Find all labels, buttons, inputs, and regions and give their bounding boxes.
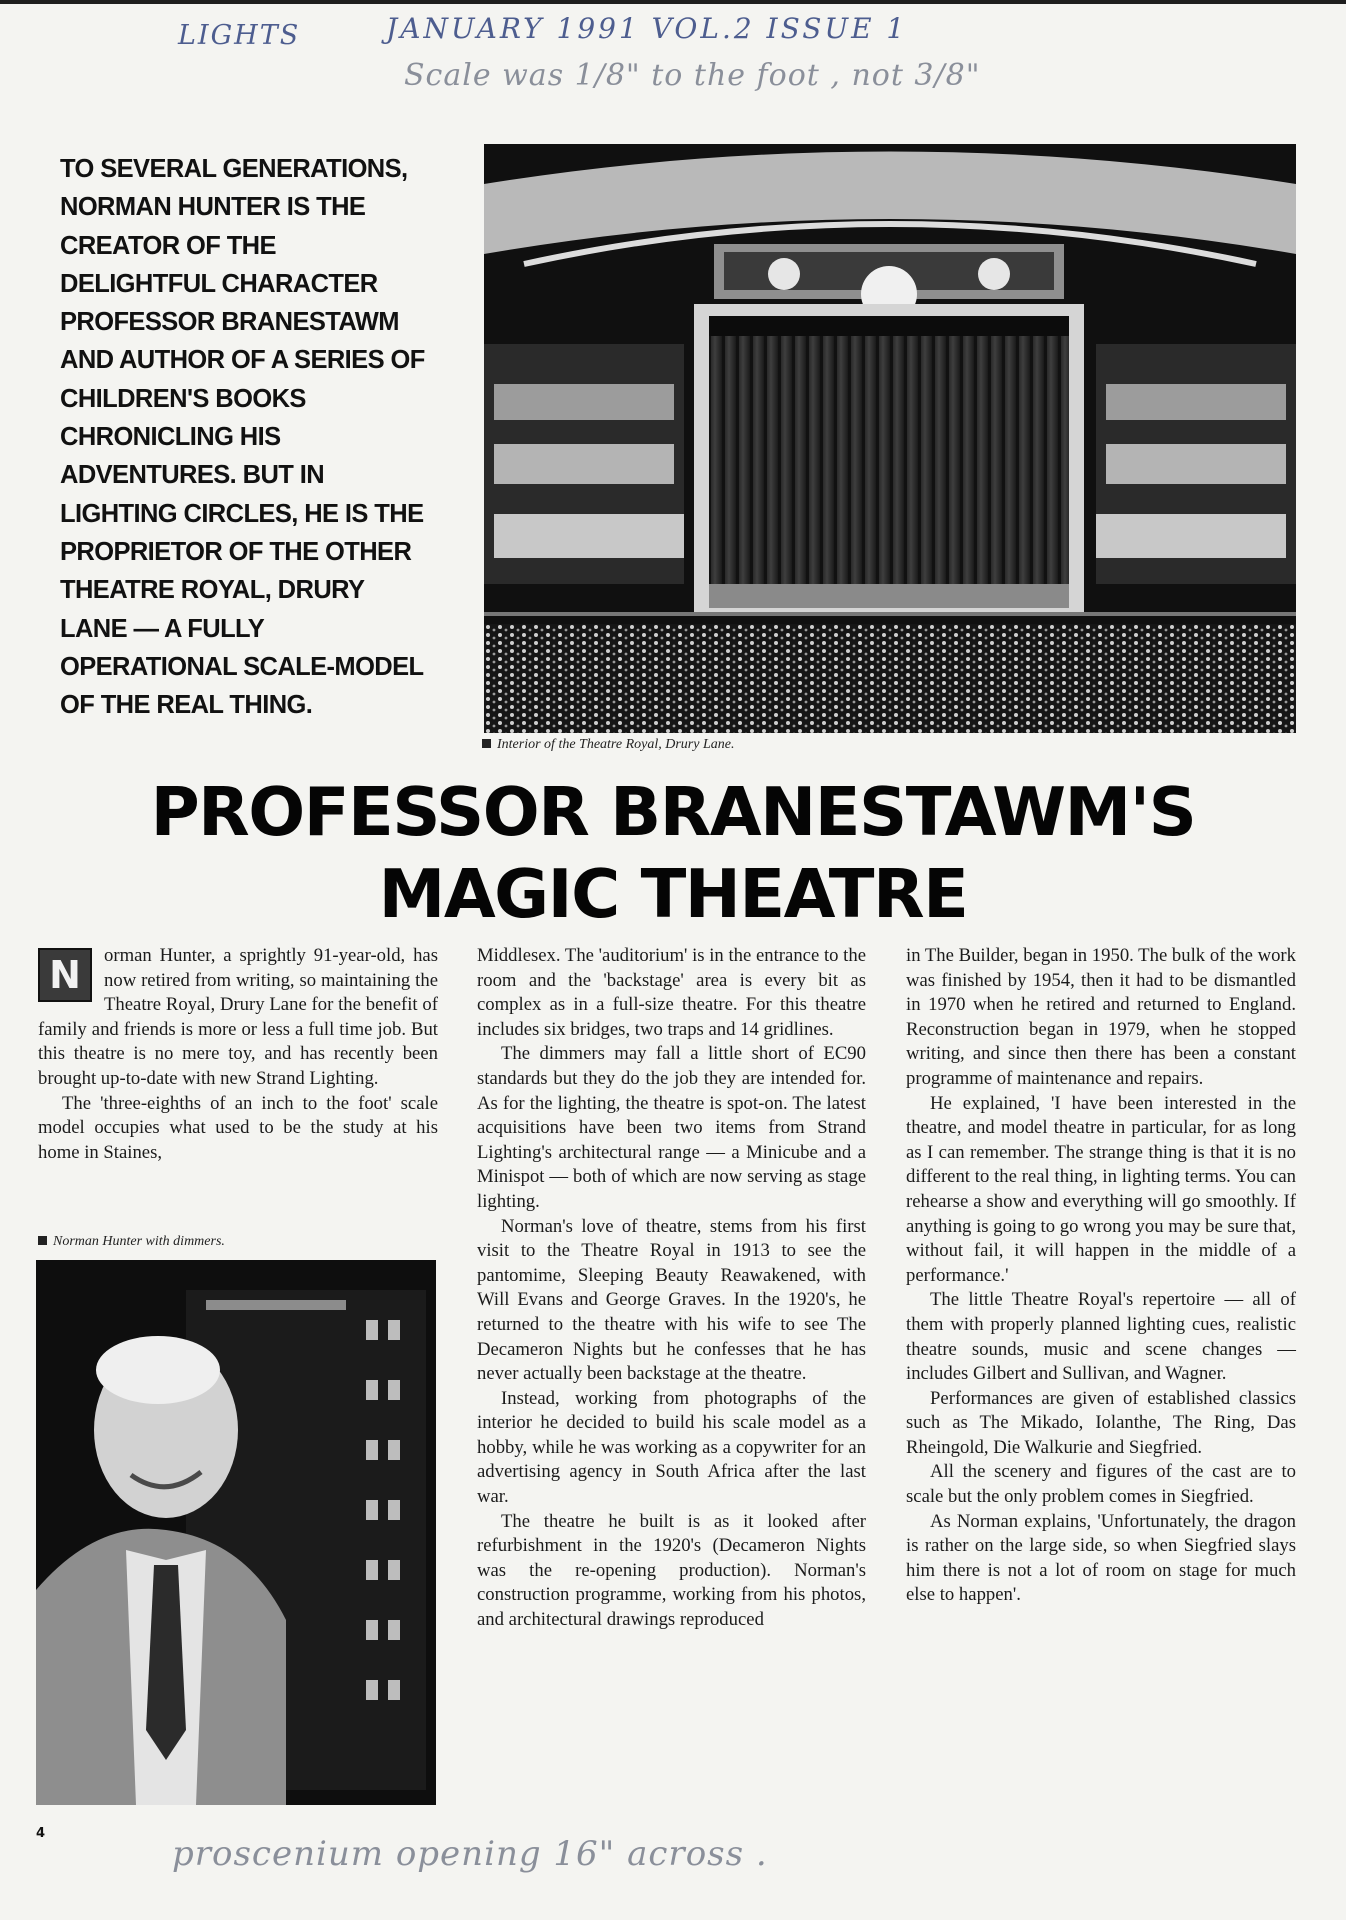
handwritten-scale-correction: Scale was 1/8" to the foot , not 3/8" — [404, 58, 981, 93]
article-paragraph: Instead, working from photographs of the interior he decided to build his scale model as a hobby, while he was working as a copywriter for an advertising agency in South Africa after the last war. — [477, 1387, 866, 1508]
article-column-3 — [906, 944, 1296, 1608]
caption-bullet — [38, 1236, 47, 1245]
page-top-edge — [0, 0, 1346, 4]
drop-cap: N — [38, 948, 92, 1002]
article-paragraph: The dimmers may fall a little short of EC90 standards but they do the job they are intended for. As for the lighting, the theatre is spot-on. The latest acquisitions have been two items from Strand Lighting's architectural range — a Minicube and a Minispot — both of which are now serving as stage lighting. — [477, 1043, 866, 1212]
article-paragraph: in The Builder, began in 1950. The bulk of the work was finished by 1954, then it had to be dismantled in 1970 when he retired and returned to England. Reconstruction began in 1979, when he stopped writing, and since then there has been a constant programme of maintenance and repairs. — [906, 945, 1296, 1089]
article-paragraph: As Norman explains, 'Unfortunately, the dragon is rather on the large side, so when Siegfried slays him there is not a lot of room on stage for much else to happen'. — [906, 1510, 1296, 1606]
article-paragraph: The little Theatre Royal's repertoire — all of them with properly planned lighting cues, realistic theatre sounds, music and scene changes — includes Gilbert and Sullivan, and Wagner. — [906, 1289, 1296, 1385]
page-number: 4 — [36, 1826, 46, 1841]
theatre-caption-text: Interior of the Theatre Royal, Drury Lane. — [497, 737, 735, 752]
article-paragraph: All the scenery and figures of the cast are to scale but the only problem comes in Siegfried. — [906, 1461, 1296, 1508]
headline-line-1: PROFESSOR BRANESTAWM'S — [150, 773, 1196, 851]
caption-bullet — [482, 739, 491, 748]
handwritten-issue-date: JANUARY 1991 VOL.2 ISSUE 1 — [386, 12, 908, 45]
headline-line-2: MAGIC THEATRE — [378, 855, 968, 933]
theatre-photo-caption — [482, 737, 734, 753]
theatre-interior-photo — [484, 144, 1296, 733]
article-paragraph: He explained, 'I have been interested in the theatre, and model theatre in particular, for as long as I can remember. The strange thing is that it is no different to the real thing, in lighting terms. You can rehearse a show and everything will go smoothly. If anything is going to go wrong you may be sure that, without fail, it will happen in the middle of a performance.' — [906, 1092, 1296, 1286]
handwritten-publication-name: LIGHTS — [178, 20, 301, 51]
hunter-caption-text: Norman Hunter with dimmers. — [53, 1234, 225, 1249]
article-column-1 — [38, 944, 438, 1165]
article-paragraph: Norman's love of theatre, stems from his first visit to the Theatre Royal in 1913 to see the pantomime, Sleeping Beauty Reawakened, with Will Evans and George Graves. In the 1920's, he returned to the theatre with his wife to see The Decameron Nights but he confesses that he has never actually been backstage at the theatre. — [477, 1215, 866, 1385]
hunter-photo-caption — [38, 1234, 225, 1250]
handwritten-proscenium-note: proscenium opening 16" across . — [172, 1834, 768, 1874]
article-column-2 — [477, 944, 866, 1633]
article-paragraph: The 'three-eighths of an inch to the foot' scale model occupies what used to be the study at his home in Staines, — [38, 1092, 438, 1163]
article-deck: TO SEVERAL GENERATIONS, NORMAN HUNTER IS THE CREATOR OF THE DELIGHTFUL CHARACTER PROFESSOR BRANESTAWM AND AUTHOR OF A SERIES OF CHILDREN'S BOOKS CHRONICLING HIS ADVENTURES. BUT IN LIGHTING CIRCLES, HE IS THE PROPRIETOR OF THE OTHER THEATRE ROYAL, DRURY LANE — A FULLY OPERATIONAL SCALE-MODEL OF THE REAL THING. — [60, 155, 425, 720]
norman-hunter-photo — [36, 1260, 436, 1805]
article-paragraph: Middlesex. The 'auditorium' is in the entrance to the room and the 'backstage' area is every bit as complex as in a full-size theatre. For this theatre includes six bridges, two traps and 14 gridlines. — [477, 945, 866, 1040]
article-paragraph: orman Hunter, a sprightly 91-year-old, has now retired from writing, so maintaining the Theatre Royal, Drury Lane for the benefit of family and friends is more or less a full time job. But this theatre is no mere toy, and has recently been brought up-to-date with new Strand Lighting. — [38, 945, 438, 1089]
article-paragraph: Performances are given of established classics such as The Mikado, Iolanthe, The Ring, Das Rheingold, Die Walkurie and Siegfried. — [906, 1387, 1296, 1458]
article-paragraph: The theatre he built is as it looked after refurbishment in the 1920's (Decameron Nights was the re-opening production). Norman's construction programme, working from his photos, and architectural drawings reproduced — [477, 1510, 866, 1631]
